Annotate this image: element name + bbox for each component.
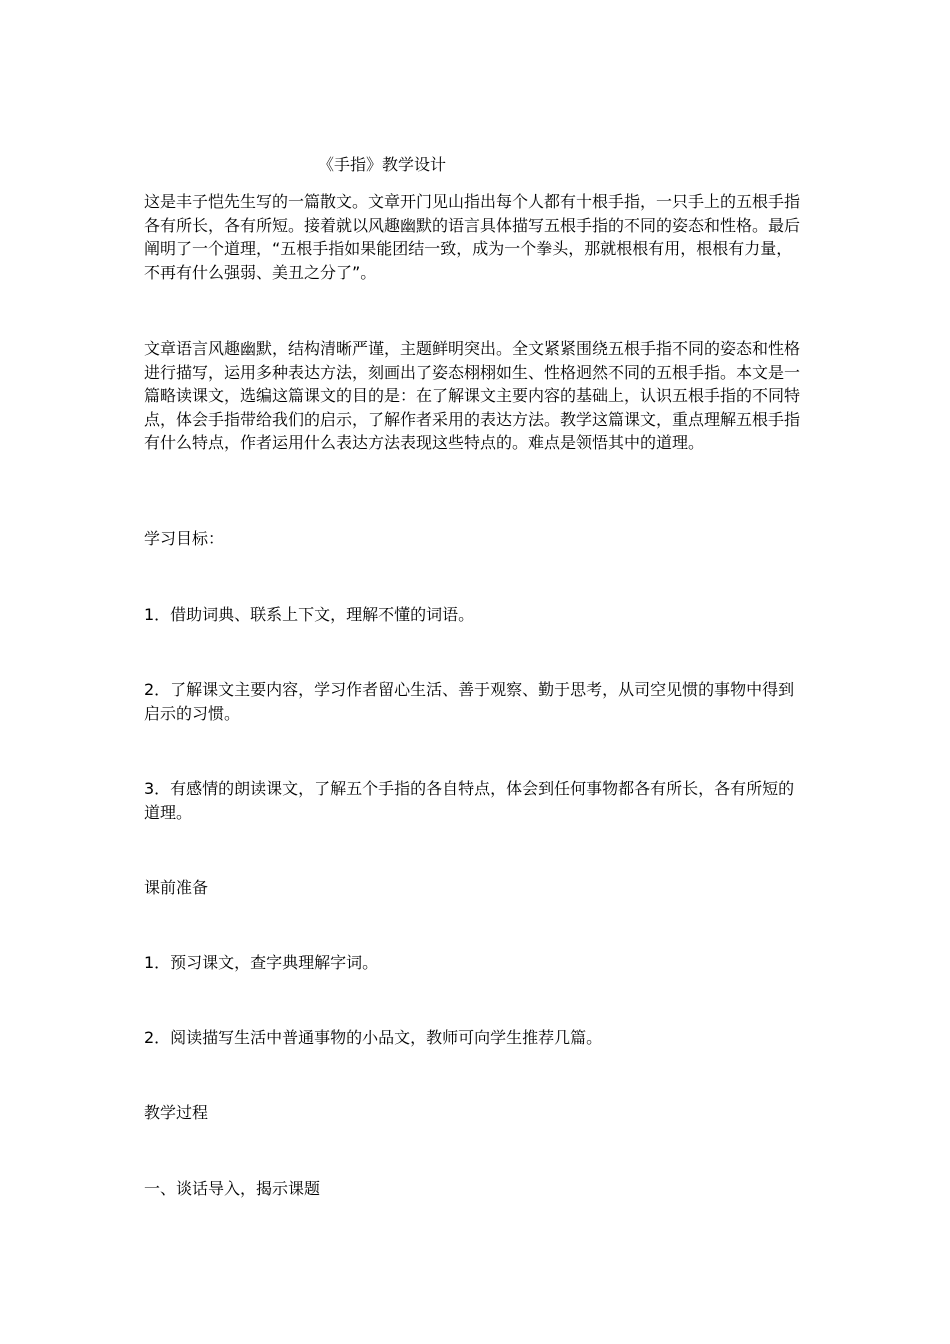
section-heading-preparation: 课前准备 <box>144 878 209 897</box>
section-heading-process: 教学过程 <box>144 1103 209 1122</box>
intro-paragraph: 这是丰子恺先生写的一篇散文。文章开门见山指出每个人都有十根手指，一只手上的五根手指各有所长，各有所短。接着就以风趣幽默的语言具体描写五根手指的不同的姿态和性格。最后阐明了一个道理，“五根手指如果能团结一致，成为一个拳头，那就根根有用，根根有力量，不再有什么强弱、美丑之分了”。 <box>144 192 801 282</box>
analysis-paragraph: 文章语言风趣幽默，结构清晰严谨，主题鲜明突出。全文紧紧围绕五根手指不同的姿态和性格进行描写，运用多种表达方法，刻画出了姿态栩栩如生、性格迥然不同的五根手指。本文是一篇略读课文，选编这篇课文的目的是：在了解课文主要内容的基础上，认识五根手指的不同特点，体会手指带给我们的启示，了解作者采用的表达方法。教学这篇课文，重点理解五根手指有什么特点，作者运用什么表达方法表现这些特点的。难点是领悟其中的道理。 <box>144 339 801 452</box>
preparation-item-2: 2．阅读描写生活中普通事物的小品文，教师可向学生推荐几篇。 <box>144 1028 603 1047</box>
preparation-item-1: 1．预习课文，查字典理解字词。 <box>144 953 379 972</box>
goal-item-1: 1．借助词典、联系上下文，理解不懂的词语。 <box>144 605 475 624</box>
section-heading-goals: 学习目标： <box>144 529 225 548</box>
goal-item-3: 3．有感情的朗读课文，了解五个手指的各自特点，体会到任何事物都各有所长，各有所短的道理。 <box>144 779 795 822</box>
document-title: 《手指》教学设计 <box>317 155 446 174</box>
process-step-1: 一、谈话导入，揭示课题 <box>144 1179 321 1198</box>
goal-item-2: 2．了解课文主要内容，学习作者留心生活、善于观察、勤于思考，从司空见惯的事物中得到启示的习惯。 <box>144 680 795 723</box>
